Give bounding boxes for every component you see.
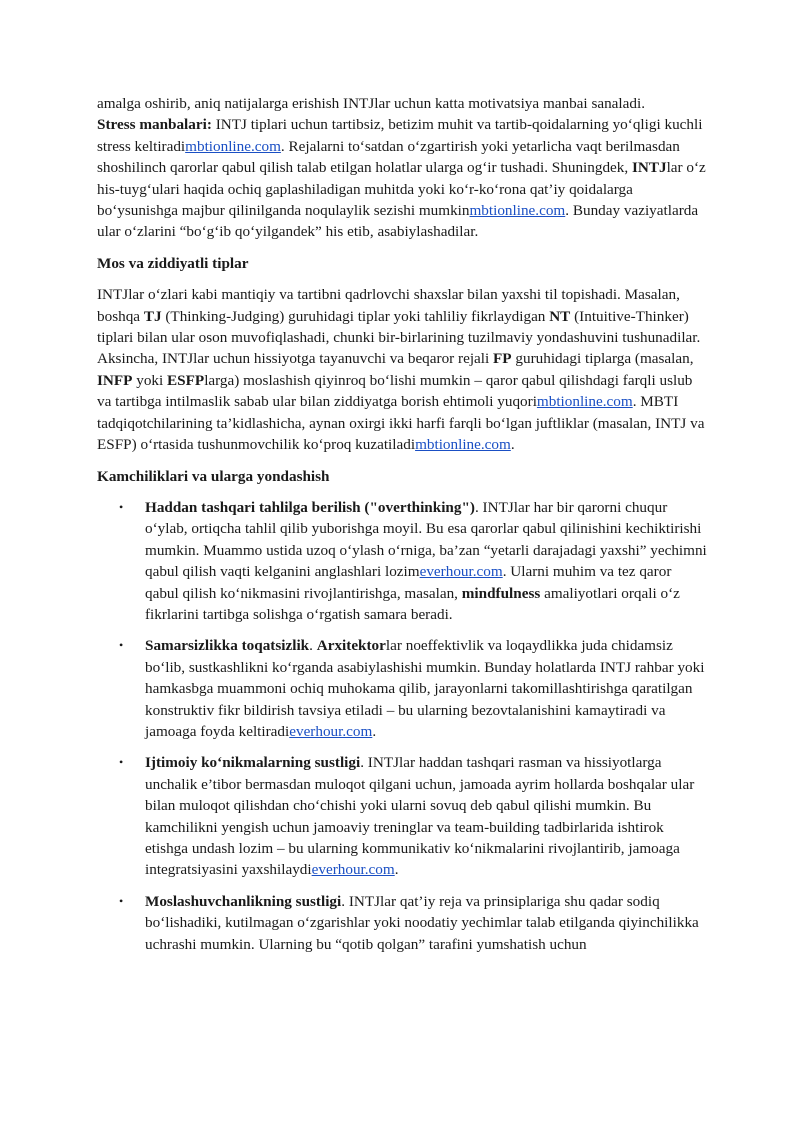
source-link[interactable]: mbtionline.com: [536, 393, 633, 411]
item-title: Samarsizlikka toqatsizlik: [145, 637, 310, 655]
stress-text: . Bunday vaziyatlarda ular o‘zlarini “bo‘g‘ib qo‘yilgandek” his etib, asabiylashadilar.: [97, 202, 699, 241]
bold-term: TJ: [143, 307, 162, 325]
body-text: guruhidagi tiplarga (masalan,: [511, 350, 694, 368]
bullet-icon: •: [119, 893, 124, 908]
source-link[interactable]: everhour.com: [311, 861, 395, 879]
item-text: lar noeffektivlik va loqaydlikka juda chidamsiz bo‘lib, sustkashlikni ko‘rganda asabiylashishi mumkin. Bunday holatlarda INTJ rahbar yoki hamkasbga muammoni ochiq muhokama qilib, jarayonlarni takomillashtirishga qaratilgan konstruktiv fikr bildirish tavsiya etiladi – bu ularning bezovtalanishini kamaytiradi va jamoaga foyda keltiradi: [145, 637, 705, 740]
body-text: INTJlar o‘zlari kabi mantiqiy va tartibni qadrlovchi shaxslar bilan yaxshi til topishadi. Masalan, boshqa: [97, 286, 680, 325]
bold-term: INFP: [97, 371, 133, 389]
body-text: (Intuitive-Thinker) tiplari bilan ular oson muvofiqlashadi, chunki bir-birlarining tuzilmaviy yondashuvini tushunadilar. Aksincha, INTJlar uchun hissiyotga tayanuvchi va beqaror rejali: [97, 307, 701, 368]
section-heading-weaknesses: Kamchiliklari va ularga yondashish: [97, 467, 330, 485]
list-item: [97, 497, 707, 625]
source-link[interactable]: mbtionline.com: [185, 137, 281, 155]
source-link[interactable]: everhour.com: [289, 722, 373, 740]
item-text: . Ularni muhim va tez qaror qabul qilish ko‘nikmasini rivojlantirishga, masalan,: [145, 563, 672, 602]
bold-term: ESFP: [167, 371, 205, 389]
list-item: [97, 752, 707, 880]
stress-text: INTJ tiplari uchun tartibsiz, betizim muhit va tartib-qoidalarning yo‘qligi kuchli stress keltiradi: [97, 116, 703, 155]
intro-text: amalga oshirib, aniq natijalarga erishish INTJlar uchun katta motivatsiya manbai sanaladi.: [97, 95, 645, 112]
source-link[interactable]: mbtionline.com: [469, 202, 566, 220]
item-text: . INTJlar haddan tashqari rasman va hissiyotlarga unchalik e’tibor bermasdan muloqot qilgani uchun, jamoada ayrim hollarda boshqalar ular bilan muloqot qilishdan cho‘chishi yoki ularni sovuq deb qabul qilishi mumkin. Bu kamchilikni yengish uchun jamoaviy treninglar va team-building tadbirlarida ishtirok etishga undash lozim – bu ularning kommunikativ ko‘nikmalarini rivojlantirib, jamoaga integratsiyasini yaxshilaydi: [145, 754, 695, 879]
bold-term: Arxitektor: [316, 637, 386, 655]
intj-bold: INTJ: [631, 159, 667, 177]
item-text: .: [309, 637, 317, 655]
body-text: larga) moslashish qiyinroq bo‘lishi mumkin – qaror qabul qilishdagi farqli uslub va tartibga intilmaslik sabab ular bilan ziddiyatga borish ehtimoli yuqori: [97, 371, 693, 411]
item-text: .: [394, 861, 399, 879]
source-link[interactable]: mbtionline.com: [415, 436, 511, 454]
bold-term: NT: [549, 307, 571, 325]
intro-paragraph: [97, 93, 707, 243]
stress-label: Stress manbalari:: [97, 116, 212, 134]
body-text: (Thinking-Judging) guruhidagi tiplar yoki tahliliy fikrlaydigan: [161, 307, 550, 325]
list-item: [97, 635, 707, 742]
body-text: yoki: [132, 371, 168, 389]
stress-text: lar o‘z his-tuyg‘ulari haqida ochiq gaplashiladigan muhitda yoki ko‘r-ko‘rona qat’iy qoidalarga bo‘ysunishga majbur qilinilganda noqulaylik sezishi mumkin: [97, 159, 706, 220]
list-item: [97, 891, 707, 955]
source-link[interactable]: everhour.com: [419, 563, 503, 581]
body-text: .: [510, 436, 515, 454]
bold-term: FP: [493, 350, 512, 368]
section-heading-compatibility: Mos va ziddiyatli tiplar: [97, 254, 249, 272]
document-page: [97, 93, 707, 965]
compatibility-paragraph: [97, 284, 707, 455]
item-text: amaliyotlari orqali o‘z fikrlarini tartibga solishga o‘rgatish samara beradi.: [145, 584, 680, 623]
body-text: . MBTI tadqiqotchilarining ta’kidlashicha, aynan oxirgi ikki harfi farqli bo‘lgan juftliklar (masalan, INTJ va ESFP) o‘rtasida tushunmovchilik ko‘proq kuzatiladi: [97, 393, 705, 454]
stress-text: . Rejalarni to‘satdan o‘zgartirish yoki yetarlicha vaqt berilmasdan shoshilinch qarorlar qabul qilish talab etilgan holatlar ularga og‘ir tushadi. Shuningdek,: [97, 137, 680, 177]
bullet-icon: •: [119, 499, 124, 514]
item-text: . INTJlar har bir qarorni chuqur o‘ylab, ortiqcha tahlil qilib yuborishga moyil. Bu esa qarorlar qabul qilinishini kechiktirishi mumkin. Muammo ustida uzoq o‘ylash o‘rniga, ba’zan “yetarli darajadagi yaxshi” yechimni qabul qilish vaqti kelganini anglashlari lozim: [145, 498, 707, 581]
item-title: Moslashuvchanlikning sustligi: [145, 892, 342, 910]
bold-term: mindfulness: [461, 584, 541, 602]
item-title: Haddan tashqari tahlilga berilish ("overthinking"): [145, 498, 475, 516]
bullet-icon: •: [119, 638, 124, 653]
item-title: Ijtimoiy ko‘nikmalarning sustligi: [145, 754, 361, 772]
bullet-icon: •: [119, 755, 124, 770]
item-text: .: [372, 722, 377, 740]
weaknesses-list: [97, 497, 707, 955]
item-text: . INTJlar qat’iy reja va prinsiplariga shu qadar sodiq bo‘lishadiki, kutilmagan o‘zgarishlar yoki noodatiy yechimlar talab etilganda qiyinchilikka uchrashi mumkin. Ularning bu “qotib qolgan” tarafini yumshatish uchun: [145, 892, 699, 953]
